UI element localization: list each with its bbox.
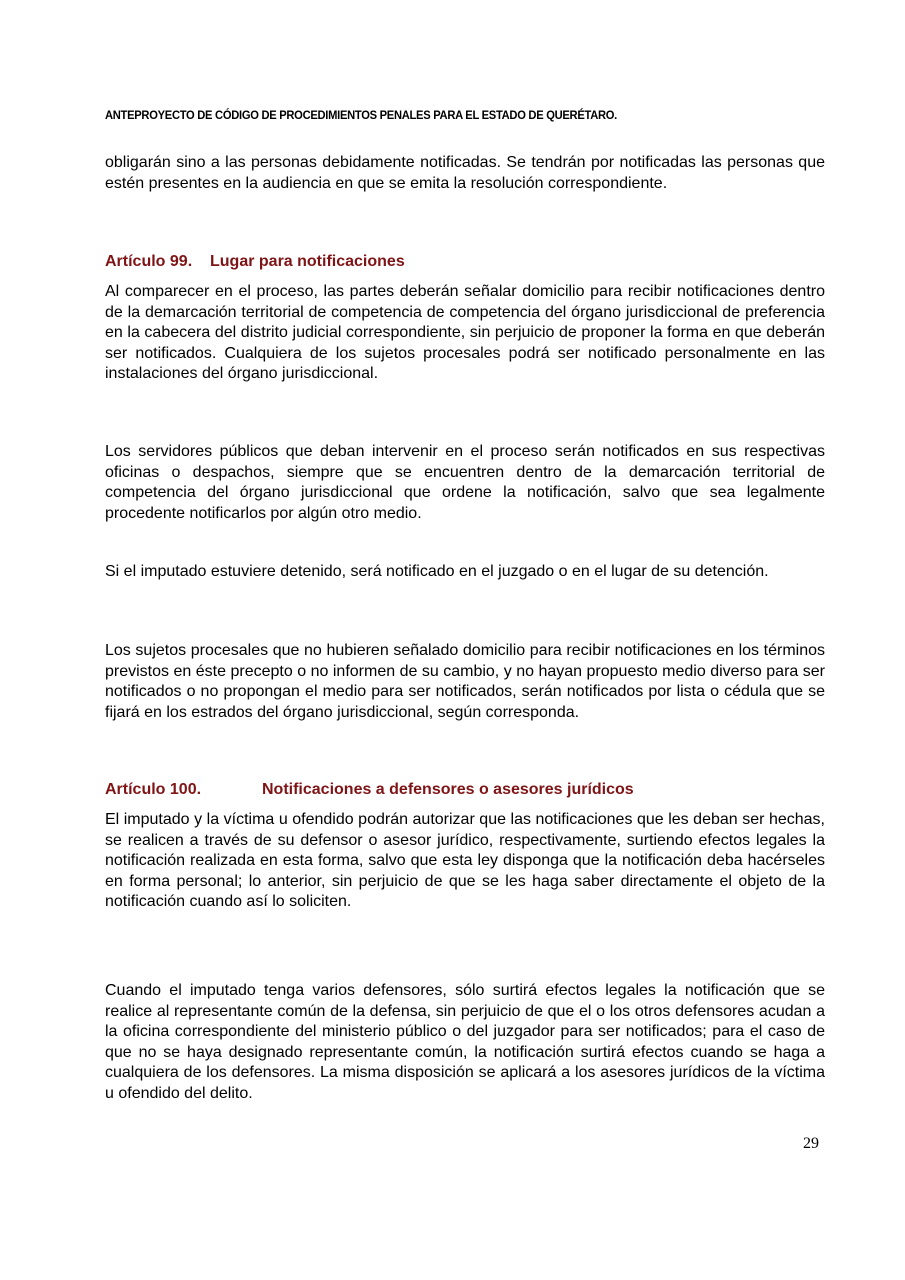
article-99-paragraph-4: Los sujetos procesales que no hubieren señalado domicilio para recibir notificaciones en los términos previstos en éste precepto o no informen de su cambio, y no hayan propuesto medio diverso para ser notificados o no propongan el medio para ser notificados, serán notificados por lista o cédula que se fijará en los estrados del órgano jurisdiccional, según corresponda. xyxy=(105,642,825,721)
article-99-paragraph-2: Los servidores públicos que deban intervenir en el proceso serán notificados en sus respectivas oficinas o despachos, siempre que se encuentren dentro de la demarcación territorial de competencia del órgano jurisdiccional que ordene la notificación, salvo que sea legalmente procedente notificarlos por algún otro medio. xyxy=(105,443,825,522)
article-99-heading xyxy=(105,253,825,271)
article-100-paragraph-2: Cuando el imputado tenga varios defensores, sólo surtirá efectos legales la notificación que se realice al representante común de la defensa, sin perjuicio de que el o los otros defensores acudan a la oficina correspondiente del ministerio público o del juzgador para ser notificados; para el caso de que no se haya designado representante común, la notificación surtirá efectos cuando se haga a cualquiera de los defensores. La misma disposición se aplicará a los asesores jurídicos de la víctima u ofendido del delito. xyxy=(105,982,825,1102)
paragraph-continuation: obligarán sino a las personas debidamente notificadas. Se tendrán por notificadas las personas que estén presentes en la audiencia en que se emita la resolución correspondiente. xyxy=(105,154,825,192)
article-99-paragraph-3: Si el imputado estuviere detenido, será notificado en el juzgado o en el lugar de su detención. xyxy=(105,563,769,580)
page-number: 29 xyxy=(803,1135,819,1152)
article-100-title: Notificaciones a defensores o asesores jurídicos xyxy=(262,781,634,798)
article-100-number: Artículo 100. xyxy=(105,781,202,798)
article-99-number: Artículo 99. xyxy=(105,253,193,270)
article-99-title: Lugar para notificaciones xyxy=(210,253,405,270)
article-100-paragraph-1: El imputado y la víctima u ofendido podrán autorizar que las notificaciones que les deban ser hechas, se realicen a través de su defensor o asesor jurídico, respectivamente, surtiendo efectos legales la notificación realizada en esta forma, salvo que esta ley disponga que la notificación deba hacérseles en forma personal; lo anterior, sin perjuicio de que se les haga saber directamente el objeto de la notificación cuando así lo soliciten. xyxy=(105,811,825,910)
article-99-paragraph-1: Al comparecer en el proceso, las partes deberán señalar domicilio para recibir notificaciones dentro de la demarcación territorial de competencia de competencia del órgano jurisdiccional de preferencia en la cabecera del distrito judicial correspondiente, sin perjuicio de proponer la forma en que deberán ser notificados. Cualquiera de los sujetos procesales podrá ser notificado personalmente en las instalaciones del órgano jurisdiccional. xyxy=(105,283,825,382)
article-100-heading xyxy=(105,781,825,799)
document-header: ANTEPROYECTO DE CÓDIGO DE PROCEDIMIENTOS PENALES PARA EL ESTADO DE QUERÉTARO. xyxy=(105,108,617,122)
